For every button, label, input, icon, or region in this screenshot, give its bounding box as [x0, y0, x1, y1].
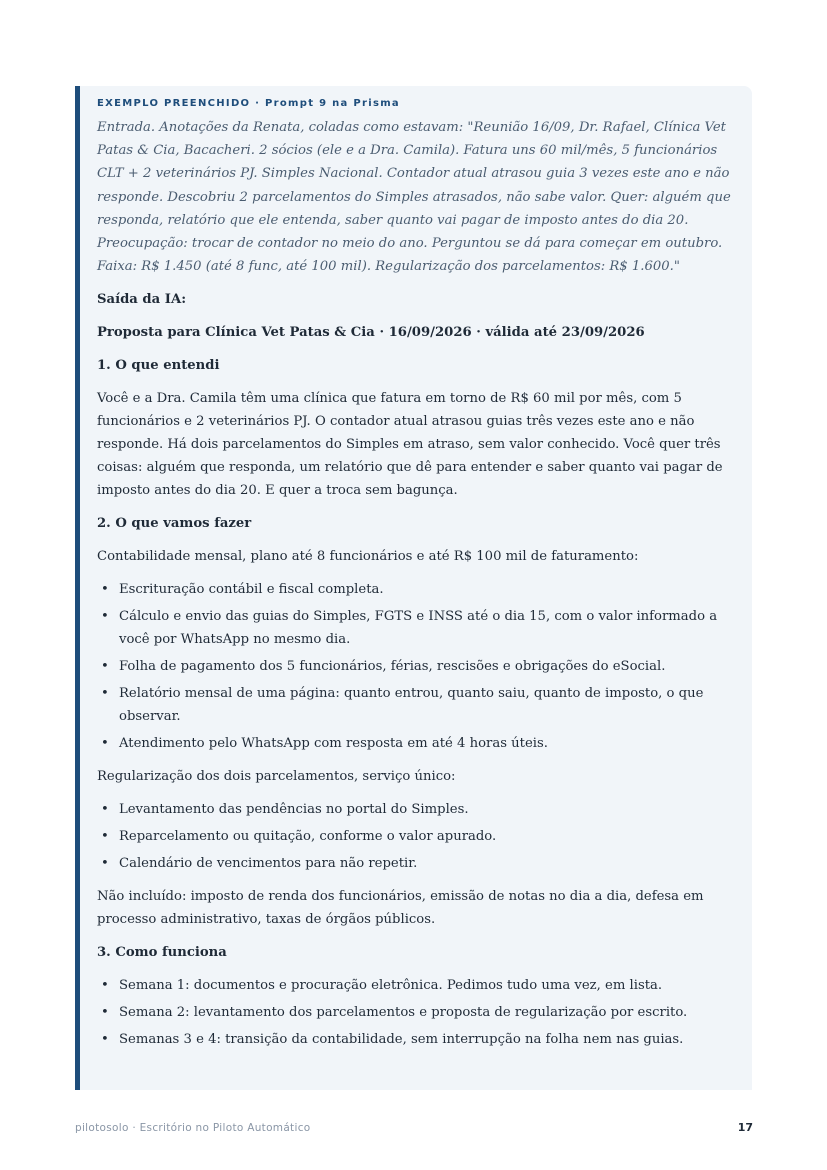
list-item	[97, 825, 732, 848]
list-item	[97, 605, 732, 651]
list-item-text: Levantamento das pendências no portal do Simples.	[119, 802, 469, 818]
footer-title: pilotosolo · Escritório no Piloto Automático	[75, 1122, 311, 1134]
bullet-icon: •	[101, 1005, 109, 1021]
list-item-text: Cálculo e envio das guias do Simples, FGTS e INSS até o dia 15, com o valor informado a você por WhatsApp no mesmo dia.	[119, 609, 718, 648]
list-item	[97, 655, 732, 678]
example-callout	[75, 86, 752, 1090]
timeline-list	[97, 974, 732, 1051]
list-item-text: Atendimento pelo WhatsApp com resposta em até 4 horas úteis.	[119, 736, 548, 752]
list-item-text: Calendário de vencimentos para não repetir.	[119, 856, 418, 872]
bullet-icon: •	[101, 659, 109, 675]
bullet-icon: •	[101, 978, 109, 994]
list-item-text: Escrituração contábil e fiscal completa.	[119, 582, 384, 598]
list-item-text: Reparcelamento ou quitação, conforme o valor apurado.	[119, 829, 497, 845]
list-item	[97, 1028, 732, 1051]
bullet-icon: •	[101, 736, 109, 752]
list-item-text: Folha de pagamento dos 5 funcionários, férias, rescisões e obrigações do eSocial.	[119, 659, 666, 675]
section-2-heading: 2. O que vamos fazer	[97, 516, 252, 532]
list-item-text: Semana 1: documentos e procuração eletrônica. Pedimos tudo uma vez, em lista.	[119, 978, 663, 994]
bullet-icon: •	[101, 856, 109, 872]
section-1-heading: 1. O que entendi	[97, 358, 220, 374]
regularization-list	[97, 798, 732, 875]
bullet-icon: •	[101, 609, 109, 625]
section-2-intro-2: Regularização dos dois parcelamentos, serviço único:	[97, 769, 456, 785]
list-item-text: Semana 2: levantamento dos parcelamentos e proposta de regularização por escrito.	[119, 1005, 688, 1021]
list-item	[97, 682, 732, 728]
list-item	[97, 974, 732, 997]
bullet-icon: •	[101, 829, 109, 845]
proposal-title: Proposta para Clínica Vet Patas & Cia · 16/09/2026 · válida até 23/09/2026	[97, 325, 645, 341]
list-item	[97, 852, 732, 875]
output-label: Saída da IA:	[97, 292, 187, 308]
list-item	[97, 1001, 732, 1024]
list-item	[97, 578, 732, 601]
callout-label: EXEMPLO PREENCHIDO · Prompt 9 na Prisma	[97, 98, 400, 109]
list-item	[97, 798, 732, 821]
page-number: 17	[737, 1121, 753, 1134]
section-2-intro: Contabilidade mensal, plano até 8 funcionários e até R$ 100 mil de faturamento:	[97, 549, 639, 565]
input-notes: Entrada. Anotações da Renata, coladas como estavam: "Reunião 16/09, Dr. Rafael, Clínica Vet Patas & Cia, Bacacheri. 2 sócios (ele e a Dra. Camila). Fatura uns 60 mil/mês, 5 funcionários CLT + 2 veterinários PJ. Simples Nacional. Contador atual atrasou guia 3 vezes este ano e não responde. Descobriu 2 parcelamentos do Simples atrasados, não sabe valor. Quer: alguém que responda, relatório que ele entenda, saber quanto vai pagar de imposto antes do dia 20. Preocupação: trocar de contador no meio do ano. Perguntou se dá para começar em outubro. Faixa: R$ 1.450 (até 8 func, até 100 mil). Regularização dos parcelamentos: R$ 1.600."	[97, 120, 731, 275]
bullet-icon: •	[101, 686, 109, 702]
services-list	[97, 578, 732, 755]
list-item-text: Relatório mensal de uma página: quanto entrou, quanto saiu, quanto de imposto, o que observar.	[119, 686, 704, 725]
bullet-icon: •	[101, 1032, 109, 1048]
section-1-body: Você e a Dra. Camila têm uma clínica que fatura em torno de R$ 60 mil por mês, com 5 funcionários e 2 veterinários PJ. O contador atual atrasou guias três vezes este ano e não responde. Há dois parcelamentos do Simples em atraso, sem valor conhecido. Você quer três coisas: alguém que responda, um relatório que dê para entender e saber quanto vai pagar de imposto antes do dia 20. E quer a troca sem bagunça.	[97, 391, 723, 499]
list-item	[97, 732, 732, 755]
section-3-heading: 3. Como funciona	[97, 945, 227, 961]
list-item-text: Semanas 3 e 4: transição da contabilidade, sem interrupção na folha nem nas guias.	[119, 1032, 684, 1048]
exclusions: Não incluído: imposto de renda dos funcionários, emissão de notas no dia a dia, defesa em processo administrativo, taxas de órgãos públicos.	[97, 889, 704, 928]
bullet-icon: •	[101, 802, 109, 818]
bullet-icon: •	[101, 582, 109, 598]
